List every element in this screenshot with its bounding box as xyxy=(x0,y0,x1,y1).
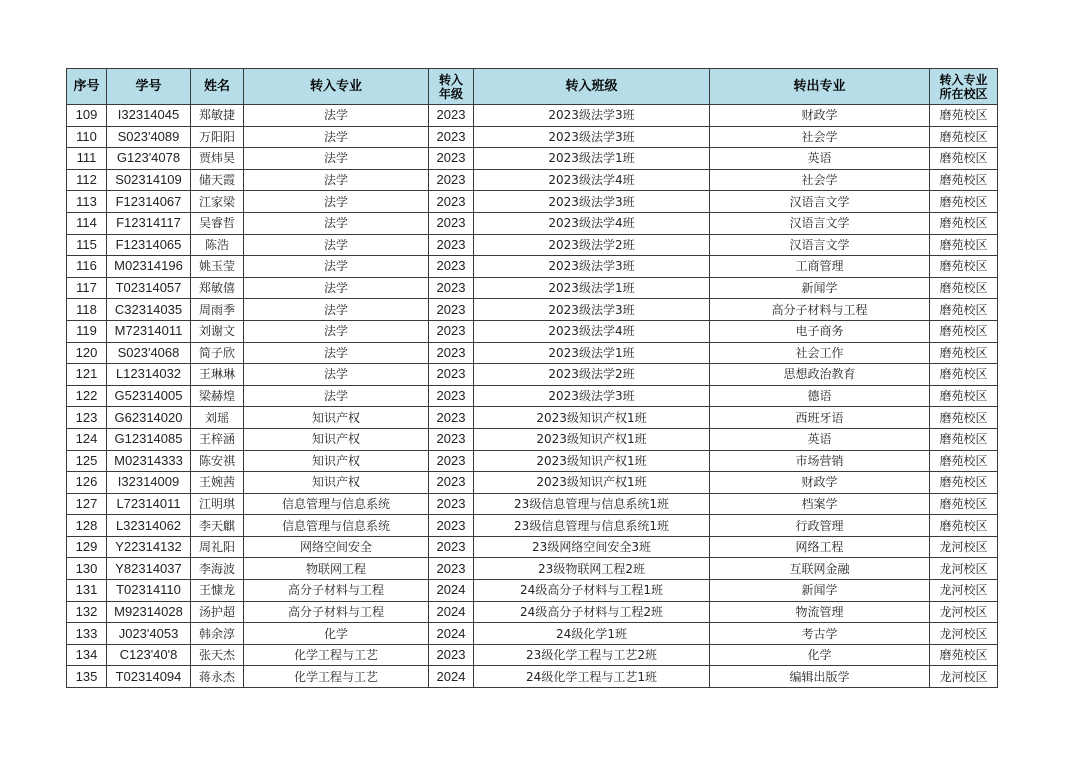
cell-student-id: M02314333 xyxy=(107,450,191,472)
cell-to-class: 2023级法学4班 xyxy=(474,212,710,234)
cell-to-class: 23级网络空间安全3班 xyxy=(474,536,710,558)
cell-to-grade: 2023 xyxy=(429,299,474,321)
cell-to-class: 2023级法学3班 xyxy=(474,299,710,321)
table-row xyxy=(67,515,998,537)
cell-from-major: 新闻学 xyxy=(710,580,930,602)
cell-name: 王慷龙 xyxy=(191,580,244,602)
cell-from-major: 英语 xyxy=(710,148,930,170)
cell-to-major: 法学 xyxy=(244,126,429,148)
cell-student-id: G52314005 xyxy=(107,385,191,407)
cell-to-grade: 2023 xyxy=(429,234,474,256)
cell-to-grade: 2023 xyxy=(429,342,474,364)
cell-name: 蒋永杰 xyxy=(191,666,244,688)
cell-to-major: 法学 xyxy=(244,320,429,342)
cell-campus: 磨苑校区 xyxy=(930,493,998,515)
cell-campus: 磨苑校区 xyxy=(930,428,998,450)
cell-from-major: 网络工程 xyxy=(710,536,930,558)
transfer-list-sheet xyxy=(66,68,998,688)
table-row xyxy=(67,342,998,364)
cell-name: 姚玉莹 xyxy=(191,256,244,278)
cell-student-id: S02314109 xyxy=(107,169,191,191)
cell-student-id: I32314009 xyxy=(107,472,191,494)
cell-name: 吴睿哲 xyxy=(191,212,244,234)
cell-to-grade: 2023 xyxy=(429,515,474,537)
cell-student-id: M92314028 xyxy=(107,601,191,623)
cell-name: 梁赫煌 xyxy=(191,385,244,407)
table-row xyxy=(67,105,998,127)
cell-from-major: 西班牙语 xyxy=(710,407,930,429)
header-to-major xyxy=(244,69,429,105)
cell-campus: 龙河校区 xyxy=(930,623,998,645)
cell-student-id: T02314110 xyxy=(107,580,191,602)
cell-from-major: 汉语言文学 xyxy=(710,234,930,256)
cell-seq: 122 xyxy=(67,385,107,407)
table-row xyxy=(67,169,998,191)
cell-campus: 龙河校区 xyxy=(930,536,998,558)
cell-seq: 127 xyxy=(67,493,107,515)
header-to-grade-line1: 转入 xyxy=(438,72,463,87)
cell-to-grade: 2024 xyxy=(429,623,474,645)
cell-from-major: 汉语言文学 xyxy=(710,212,930,234)
header-to-grade-line2: 年级 xyxy=(438,86,463,101)
cell-student-id: S023'4089 xyxy=(107,126,191,148)
cell-to-class: 2023级法学3班 xyxy=(474,105,710,127)
cell-to-grade: 2023 xyxy=(429,126,474,148)
cell-name: 张天杰 xyxy=(191,644,244,666)
cell-to-major: 法学 xyxy=(244,385,429,407)
cell-from-major: 思想政治教育 xyxy=(710,364,930,386)
cell-name: 李天麒 xyxy=(191,515,244,537)
cell-to-class: 23级物联网工程2班 xyxy=(474,558,710,580)
cell-to-grade: 2023 xyxy=(429,450,474,472)
cell-seq: 130 xyxy=(67,558,107,580)
cell-seq: 109 xyxy=(67,105,107,127)
header-to-grade xyxy=(429,69,474,105)
cell-name: 江家梁 xyxy=(191,191,244,213)
table-row xyxy=(67,623,998,645)
cell-seq: 116 xyxy=(67,256,107,278)
cell-to-major: 信息管理与信息系统 xyxy=(244,493,429,515)
cell-to-major: 知识产权 xyxy=(244,428,429,450)
cell-to-major: 化学 xyxy=(244,623,429,645)
cell-to-class: 24级化学工程与工艺1班 xyxy=(474,666,710,688)
cell-to-class: 2023级知识产权1班 xyxy=(474,428,710,450)
cell-campus: 磨苑校区 xyxy=(930,364,998,386)
cell-from-major: 电子商务 xyxy=(710,320,930,342)
cell-to-class: 2023级法学3班 xyxy=(474,191,710,213)
cell-campus: 磨苑校区 xyxy=(930,450,998,472)
cell-seq: 112 xyxy=(67,169,107,191)
cell-student-id: F12314067 xyxy=(107,191,191,213)
cell-from-major: 社会学 xyxy=(710,169,930,191)
cell-campus: 磨苑校区 xyxy=(930,644,998,666)
cell-campus: 磨苑校区 xyxy=(930,342,998,364)
cell-campus: 磨苑校区 xyxy=(930,277,998,299)
cell-student-id: I32314045 xyxy=(107,105,191,127)
cell-student-id: Y82314037 xyxy=(107,558,191,580)
cell-student-id: S023'4068 xyxy=(107,342,191,364)
cell-to-major: 知识产权 xyxy=(244,472,429,494)
cell-campus: 龙河校区 xyxy=(930,601,998,623)
cell-campus: 磨苑校区 xyxy=(930,169,998,191)
cell-to-grade: 2023 xyxy=(429,277,474,299)
table-row xyxy=(67,428,998,450)
cell-from-major: 财政学 xyxy=(710,472,930,494)
table-row xyxy=(67,644,998,666)
cell-name: 汤护超 xyxy=(191,601,244,623)
cell-to-grade: 2024 xyxy=(429,601,474,623)
cell-to-class: 2023级知识产权1班 xyxy=(474,407,710,429)
table-row xyxy=(67,385,998,407)
cell-from-major: 德语 xyxy=(710,385,930,407)
cell-to-class: 2023级法学2班 xyxy=(474,234,710,256)
cell-seq: 120 xyxy=(67,342,107,364)
cell-campus: 磨苑校区 xyxy=(930,212,998,234)
cell-to-class: 2023级知识产权1班 xyxy=(474,450,710,472)
cell-from-major: 行政管理 xyxy=(710,515,930,537)
cell-to-class: 2023级法学1班 xyxy=(474,148,710,170)
cell-to-grade: 2023 xyxy=(429,472,474,494)
table-row xyxy=(67,277,998,299)
cell-seq: 118 xyxy=(67,299,107,321)
cell-name: 郑敏捷 xyxy=(191,105,244,127)
cell-student-id: J023'4053 xyxy=(107,623,191,645)
cell-name: 万阳阳 xyxy=(191,126,244,148)
cell-to-major: 法学 xyxy=(244,277,429,299)
cell-to-major: 信息管理与信息系统 xyxy=(244,515,429,537)
cell-from-major: 社会工作 xyxy=(710,342,930,364)
cell-campus: 磨苑校区 xyxy=(930,320,998,342)
transfer-table xyxy=(66,68,998,688)
cell-to-major: 法学 xyxy=(244,191,429,213)
cell-to-major: 高分子材料与工程 xyxy=(244,601,429,623)
table-body xyxy=(67,105,998,688)
cell-seq: 115 xyxy=(67,234,107,256)
cell-from-major: 化学 xyxy=(710,644,930,666)
header-campus-line2: 所在校区 xyxy=(939,86,988,101)
cell-student-id: L32314062 xyxy=(107,515,191,537)
cell-from-major: 编辑出版学 xyxy=(710,666,930,688)
cell-from-major: 英语 xyxy=(710,428,930,450)
cell-to-major: 法学 xyxy=(244,256,429,278)
table-row xyxy=(67,407,998,429)
cell-to-grade: 2023 xyxy=(429,407,474,429)
cell-student-id: G123'4078 xyxy=(107,148,191,170)
cell-to-class: 24级化学1班 xyxy=(474,623,710,645)
table-header xyxy=(67,69,998,105)
cell-to-major: 法学 xyxy=(244,342,429,364)
cell-to-class: 24级高分子材料与工程2班 xyxy=(474,601,710,623)
cell-to-grade: 2023 xyxy=(429,644,474,666)
header-seq xyxy=(67,69,107,105)
cell-to-grade: 2024 xyxy=(429,666,474,688)
table-row xyxy=(67,364,998,386)
cell-campus: 龙河校区 xyxy=(930,580,998,602)
cell-to-major: 化学工程与工艺 xyxy=(244,666,429,688)
cell-student-id: T02314094 xyxy=(107,666,191,688)
header-seq-label: 序号 xyxy=(73,78,100,94)
cell-to-class: 2023级法学1班 xyxy=(474,342,710,364)
table-row xyxy=(67,256,998,278)
table-row xyxy=(67,299,998,321)
header-row xyxy=(67,69,998,105)
cell-from-major: 工商管理 xyxy=(710,256,930,278)
cell-to-major: 法学 xyxy=(244,299,429,321)
cell-to-grade: 2023 xyxy=(429,169,474,191)
cell-campus: 磨苑校区 xyxy=(930,515,998,537)
cell-student-id: L12314032 xyxy=(107,364,191,386)
table-row xyxy=(67,558,998,580)
header-name-label: 姓名 xyxy=(203,78,230,94)
cell-seq: 131 xyxy=(67,580,107,602)
cell-campus: 磨苑校区 xyxy=(930,234,998,256)
cell-to-major: 法学 xyxy=(244,364,429,386)
cell-to-grade: 2023 xyxy=(429,385,474,407)
cell-to-major: 物联网工程 xyxy=(244,558,429,580)
cell-name: 王琳琳 xyxy=(191,364,244,386)
cell-seq: 135 xyxy=(67,666,107,688)
cell-to-grade: 2023 xyxy=(429,558,474,580)
header-to-major-label: 转入专业 xyxy=(309,78,362,94)
cell-to-major: 法学 xyxy=(244,169,429,191)
cell-from-major: 档案学 xyxy=(710,493,930,515)
cell-student-id: G12314085 xyxy=(107,428,191,450)
table-row xyxy=(67,601,998,623)
cell-to-class: 2023级法学3班 xyxy=(474,256,710,278)
cell-name: 刘瑶 xyxy=(191,407,244,429)
cell-seq: 110 xyxy=(67,126,107,148)
cell-student-id: F12314065 xyxy=(107,234,191,256)
header-campus xyxy=(930,69,998,105)
cell-name: 陈浩 xyxy=(191,234,244,256)
cell-seq: 133 xyxy=(67,623,107,645)
cell-seq: 128 xyxy=(67,515,107,537)
cell-name: 王梓涵 xyxy=(191,428,244,450)
cell-campus: 磨苑校区 xyxy=(930,191,998,213)
cell-to-grade: 2023 xyxy=(429,191,474,213)
cell-seq: 111 xyxy=(67,148,107,170)
cell-name: 王婉茜 xyxy=(191,472,244,494)
cell-campus: 磨苑校区 xyxy=(930,256,998,278)
cell-seq: 129 xyxy=(67,536,107,558)
cell-to-grade: 2023 xyxy=(429,320,474,342)
cell-campus: 磨苑校区 xyxy=(930,407,998,429)
cell-name: 周礼阳 xyxy=(191,536,244,558)
cell-name: 江明琪 xyxy=(191,493,244,515)
cell-campus: 磨苑校区 xyxy=(930,299,998,321)
cell-seq: 121 xyxy=(67,364,107,386)
cell-from-major: 互联网金融 xyxy=(710,558,930,580)
table-row xyxy=(67,536,998,558)
cell-name: 韩余淳 xyxy=(191,623,244,645)
cell-from-major: 市场营销 xyxy=(710,450,930,472)
header-from-major-label: 转出专业 xyxy=(793,78,846,94)
cell-student-id: L72314011 xyxy=(107,493,191,515)
cell-to-major: 知识产权 xyxy=(244,407,429,429)
header-student-id xyxy=(107,69,191,105)
cell-seq: 119 xyxy=(67,320,107,342)
header-campus-line1: 转入专业 xyxy=(939,72,988,87)
cell-student-id: M02314196 xyxy=(107,256,191,278)
cell-from-major: 新闻学 xyxy=(710,277,930,299)
cell-to-class: 2023级法学3班 xyxy=(474,385,710,407)
table-row xyxy=(67,234,998,256)
cell-campus: 龙河校区 xyxy=(930,558,998,580)
table-row xyxy=(67,148,998,170)
cell-student-id: T02314057 xyxy=(107,277,191,299)
cell-from-major: 财政学 xyxy=(710,105,930,127)
cell-to-grade: 2024 xyxy=(429,580,474,602)
table-row xyxy=(67,126,998,148)
cell-from-major: 汉语言文学 xyxy=(710,191,930,213)
cell-to-grade: 2023 xyxy=(429,105,474,127)
table-row xyxy=(67,320,998,342)
table-row xyxy=(67,191,998,213)
cell-seq: 126 xyxy=(67,472,107,494)
cell-campus: 磨苑校区 xyxy=(930,148,998,170)
table-row xyxy=(67,580,998,602)
cell-campus: 磨苑校区 xyxy=(930,126,998,148)
cell-to-class: 23级信息管理与信息系统1班 xyxy=(474,493,710,515)
cell-name: 周雨季 xyxy=(191,299,244,321)
table-row xyxy=(67,472,998,494)
cell-seq: 123 xyxy=(67,407,107,429)
cell-campus: 磨苑校区 xyxy=(930,472,998,494)
cell-campus: 磨苑校区 xyxy=(930,385,998,407)
cell-student-id: C123'40'8 xyxy=(107,644,191,666)
table-row xyxy=(67,666,998,688)
cell-seq: 114 xyxy=(67,212,107,234)
cell-campus: 磨苑校区 xyxy=(930,105,998,127)
cell-to-grade: 2023 xyxy=(429,364,474,386)
cell-to-grade: 2023 xyxy=(429,493,474,515)
cell-seq: 134 xyxy=(67,644,107,666)
header-student-id-label: 学号 xyxy=(135,78,162,94)
cell-to-class: 2023级法学2班 xyxy=(474,364,710,386)
table-row xyxy=(67,493,998,515)
cell-to-class: 2023级法学4班 xyxy=(474,320,710,342)
cell-student-id: Y22314132 xyxy=(107,536,191,558)
cell-to-major: 高分子材料与工程 xyxy=(244,580,429,602)
header-name xyxy=(191,69,244,105)
cell-name: 贾炜昊 xyxy=(191,148,244,170)
cell-to-major: 网络空间安全 xyxy=(244,536,429,558)
cell-to-class: 2023级知识产权1班 xyxy=(474,472,710,494)
cell-seq: 132 xyxy=(67,601,107,623)
cell-seq: 113 xyxy=(67,191,107,213)
cell-from-major: 物流管理 xyxy=(710,601,930,623)
cell-student-id: F12314117 xyxy=(107,212,191,234)
cell-to-grade: 2023 xyxy=(429,428,474,450)
cell-to-grade: 2023 xyxy=(429,148,474,170)
cell-name: 郑敏僖 xyxy=(191,277,244,299)
cell-to-class: 24级高分子材料与工程1班 xyxy=(474,580,710,602)
cell-to-class: 23级信息管理与信息系统1班 xyxy=(474,515,710,537)
cell-seq: 124 xyxy=(67,428,107,450)
cell-student-id: C32314035 xyxy=(107,299,191,321)
cell-seq: 125 xyxy=(67,450,107,472)
cell-to-major: 化学工程与工艺 xyxy=(244,644,429,666)
cell-to-major: 法学 xyxy=(244,148,429,170)
cell-to-class: 2023级法学4班 xyxy=(474,169,710,191)
cell-to-major: 知识产权 xyxy=(244,450,429,472)
cell-name: 李海波 xyxy=(191,558,244,580)
header-to-class-label: 转入班级 xyxy=(565,78,618,94)
cell-to-major: 法学 xyxy=(244,234,429,256)
table-row xyxy=(67,212,998,234)
cell-to-major: 法学 xyxy=(244,105,429,127)
cell-from-major: 高分子材料与工程 xyxy=(710,299,930,321)
cell-to-class: 23级化学工程与工艺2班 xyxy=(474,644,710,666)
cell-seq: 117 xyxy=(67,277,107,299)
cell-name: 刘谢文 xyxy=(191,320,244,342)
cell-to-class: 2023级法学1班 xyxy=(474,277,710,299)
cell-to-grade: 2023 xyxy=(429,536,474,558)
table-row xyxy=(67,450,998,472)
cell-to-grade: 2023 xyxy=(429,212,474,234)
cell-student-id: M72314011 xyxy=(107,320,191,342)
cell-to-major: 法学 xyxy=(244,212,429,234)
header-to-class xyxy=(474,69,710,105)
cell-from-major: 社会学 xyxy=(710,126,930,148)
cell-name: 储天霞 xyxy=(191,169,244,191)
cell-campus: 龙河校区 xyxy=(930,666,998,688)
header-from-major xyxy=(710,69,930,105)
cell-name: 简子欣 xyxy=(191,342,244,364)
cell-to-grade: 2023 xyxy=(429,256,474,278)
cell-student-id: G62314020 xyxy=(107,407,191,429)
cell-name: 陈安祺 xyxy=(191,450,244,472)
cell-to-class: 2023级法学3班 xyxy=(474,126,710,148)
cell-from-major: 考古学 xyxy=(710,623,930,645)
